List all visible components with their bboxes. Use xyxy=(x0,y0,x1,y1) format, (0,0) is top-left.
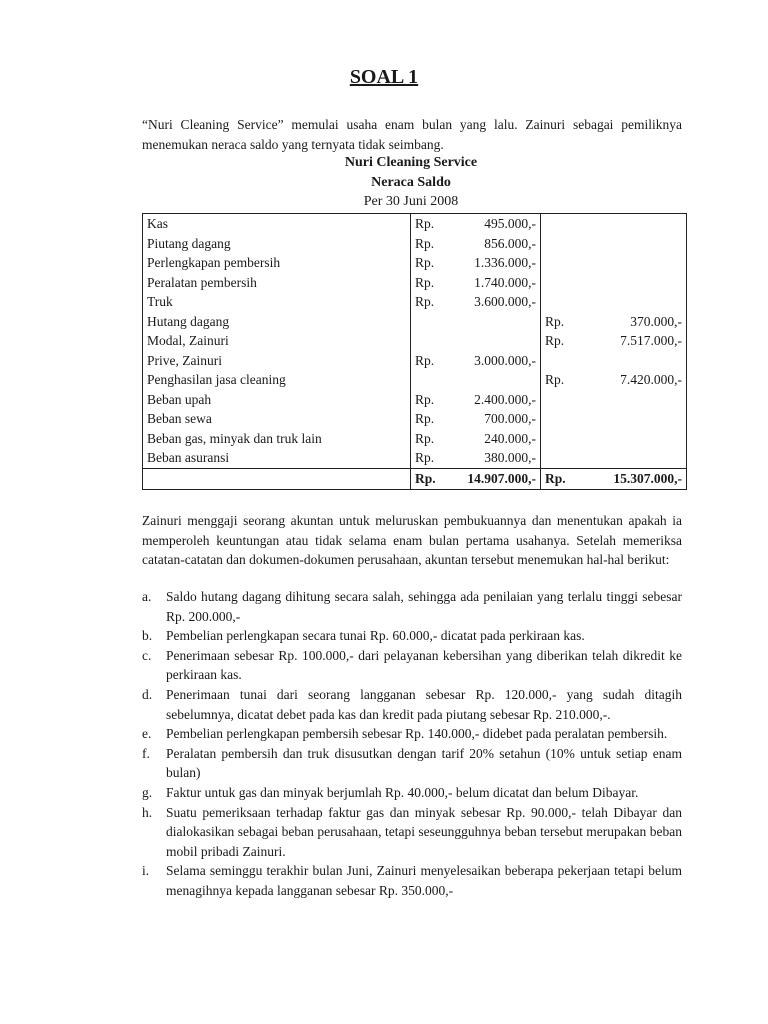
credit-amount-cell xyxy=(581,448,687,468)
debit-amount-cell xyxy=(451,370,541,390)
debit-amount-cell: 240.000,- xyxy=(484,430,536,446)
list-item-label: c. xyxy=(142,647,152,663)
list-item xyxy=(142,646,682,685)
credit-amount-cell xyxy=(581,429,687,449)
total-credit-currency-cell: Rp. xyxy=(541,468,581,489)
debit-amount-cell: 1.740.000,- xyxy=(474,274,536,290)
table-row xyxy=(143,409,687,429)
debit-currency-cell: Rp. xyxy=(411,448,451,468)
credit-amount-cell xyxy=(581,273,687,293)
account-cell: Beban gas, minyak dan truk lain xyxy=(143,429,411,449)
credit-currency-cell: Rp. xyxy=(541,312,581,332)
list-item-label: f. xyxy=(142,745,150,761)
page-title: SOAL 1 xyxy=(349,66,419,88)
table-row xyxy=(143,312,687,332)
credit-amount-cell xyxy=(581,409,687,429)
credit-amount-cell: 370.000,- xyxy=(581,312,687,332)
findings-list xyxy=(142,587,682,901)
credit-currency-cell xyxy=(541,234,581,254)
debit-amount-cell: 856.000,- xyxy=(484,235,536,251)
table-row xyxy=(143,273,687,293)
credit-amount-cell xyxy=(581,253,687,273)
credit-amount-cell xyxy=(581,234,687,254)
table-row xyxy=(143,351,687,371)
debit-amount-cell: 1.336.000,- xyxy=(474,255,536,270)
list-item-label: b. xyxy=(142,628,153,644)
list-item-text: Penerimaan tunai dari seorang langganan sebesar Rp. 120.000,- yang sudah ditagih sebelumnya, dicatat debet pada kas dan kredit pada piutang sebesar Rp. 210.000,-. xyxy=(166,686,682,722)
list-item xyxy=(142,783,682,803)
credit-currency-cell xyxy=(541,429,581,449)
debit-currency-cell: Rp. xyxy=(411,390,451,410)
debit-amount-cell: 3.000.000,- xyxy=(474,352,536,368)
debit-currency-cell xyxy=(411,312,451,332)
account-cell: Beban sewa xyxy=(143,409,411,429)
debit-amount-cell xyxy=(451,312,541,332)
account-cell: Penghasilan jasa cleaning xyxy=(143,370,411,390)
account-cell: Kas xyxy=(143,214,411,234)
debit-amount-cell xyxy=(451,331,541,351)
list-item-text: Peralatan pembersih dan truk disusutkan dengan tarif 20% setahun (10% untuk setiap enam bulan) xyxy=(166,745,682,781)
account-cell: Prive, Zainuri xyxy=(143,351,411,371)
debit-amount-cell: 495.000,- xyxy=(451,214,541,234)
list-item-text: Saldo hutang dagang dihitung secara salah, sehingga ada penilaian yang terlalu tinggi sebesar Rp. 200.000,- xyxy=(166,589,682,624)
list-item-label: h. xyxy=(142,804,153,820)
credit-amount-cell xyxy=(581,390,687,410)
debit-currency-cell: Rp. xyxy=(411,234,451,254)
debit-amount-cell: 3.600.000,- xyxy=(474,294,536,309)
trial-balance-table xyxy=(142,213,687,490)
account-cell: Peralatan pembersih xyxy=(143,273,411,293)
credit-currency-cell xyxy=(541,390,581,410)
debit-currency-cell: Rp. xyxy=(411,292,451,312)
list-item-text: Selama seminggu terakhir bulan Juni, Zainuri menyelesaikan beberapa pekerjaan tetapi belum menagihnya kepada langganan sebesar Rp. 350.000,- xyxy=(166,863,682,898)
debit-currency-cell: Rp. xyxy=(411,351,451,371)
total-debit-amount-cell: 14.907.000,- xyxy=(451,468,541,489)
account-cell: Perlengkapan pembersih xyxy=(143,253,411,273)
list-item-label: i. xyxy=(142,863,150,879)
debit-currency-cell: Rp. xyxy=(411,214,451,234)
debit-currency-cell: Rp. xyxy=(411,429,451,449)
body-paragraph: Zainuri menggaji seorang akuntan untuk meluruskan pembukuannya dan menentukan apakah ia memperoleh keuntungan atau tidak selama enam bulan pertama usahanya. Setelah memeriksa catatan-catatan dan dokumen-dokumen perusahaan, akuntan tersebut menemukan hal-hal berikut: xyxy=(142,513,682,568)
credit-amount-cell: 7.420.000,- xyxy=(581,370,687,390)
credit-amount-cell xyxy=(581,214,687,234)
list-item xyxy=(142,685,682,724)
credit-amount-cell xyxy=(581,351,687,371)
debit-amount-cell: 700.000,- xyxy=(484,411,536,426)
debit-currency-cell: Rp. xyxy=(411,253,451,273)
list-item-label: g. xyxy=(142,784,153,800)
table-row xyxy=(143,253,687,273)
debit-amount-cell: 380.000,- xyxy=(484,450,536,465)
list-item-label: a. xyxy=(142,589,152,604)
list-item-text: Penerimaan sebesar Rp. 100.000,- dari pelayanan kebersihan yang diberikan telah dikredit ke perkiraan kas. xyxy=(166,647,682,683)
account-cell: Piutang dagang xyxy=(143,234,411,254)
report-date: Per 30 Juni 2008 xyxy=(363,194,459,209)
list-item-label: e. xyxy=(142,726,152,742)
credit-currency-cell xyxy=(541,351,581,371)
list-item-text: Pembelian perlengkapan secara tunai Rp. 60.000,- dicatat pada perkiraan kas. xyxy=(166,628,585,644)
debit-currency-cell: Rp. xyxy=(411,409,451,429)
debit-currency-cell xyxy=(411,331,451,351)
table-row xyxy=(143,292,687,312)
credit-currency-cell xyxy=(541,409,581,429)
list-item-text: Faktur untuk gas dan minyak berjumlah Rp. 40.000,- belum dicatat dan belum Dibayar. xyxy=(166,784,639,800)
total-account-cell xyxy=(143,468,411,489)
list-item-text: Suatu pemeriksaan terhadap faktur gas dan minyak sebesar Rp. 90.000,- telah Dibayar dan dialokasikan sebagai beban perusahaan, tetapi seseungguhnya beban tersebut merupakan beban mobil pribadi Zainuri. xyxy=(166,804,682,859)
table-row xyxy=(143,331,687,351)
total-row xyxy=(143,468,687,489)
debit-currency-cell xyxy=(411,370,451,390)
table-row xyxy=(143,429,687,449)
credit-currency-cell xyxy=(541,253,581,273)
total-credit-amount-cell: 15.307.000,- xyxy=(581,468,687,489)
debit-amount-cell: 2.400.000,- xyxy=(474,391,536,407)
account-cell: Beban upah xyxy=(143,390,411,410)
list-item-label: d. xyxy=(142,686,153,702)
account-cell: Hutang dagang xyxy=(143,312,411,332)
list-item-text: Pembelian perlengkapan pembersih sebesar Rp. 140.000,- didebet pada peralatan pembersih. xyxy=(166,726,668,742)
credit-currency-cell xyxy=(541,292,581,312)
account-cell: Truk xyxy=(143,292,411,312)
list-item xyxy=(142,861,682,900)
list-item xyxy=(142,626,682,646)
report-title: Neraca Saldo xyxy=(371,175,451,190)
company-name: Nuri Cleaning Service xyxy=(344,155,478,170)
list-item xyxy=(142,803,682,862)
credit-currency-cell xyxy=(541,273,581,293)
table-row xyxy=(143,214,687,234)
table-row xyxy=(143,390,687,410)
table-row xyxy=(143,370,687,390)
list-item xyxy=(142,724,682,744)
credit-currency-cell xyxy=(541,214,581,234)
credit-amount-cell: 7.517.000,- xyxy=(581,331,687,351)
credit-amount-cell xyxy=(581,292,687,312)
list-item xyxy=(142,587,682,626)
table-row xyxy=(143,448,687,468)
intro-paragraph: “Nuri Cleaning Service” memulai usaha enam bulan yang lalu. Zainuri sebagai pemiliknya menemukan neraca saldo yang ternyata tidak seimbang. xyxy=(142,117,682,152)
account-cell: Beban asuransi xyxy=(143,448,411,468)
credit-currency-cell xyxy=(541,448,581,468)
account-cell: Modal, Zainuri xyxy=(143,331,411,351)
list-item xyxy=(142,744,682,783)
table-row xyxy=(143,234,687,254)
credit-currency-cell: Rp. xyxy=(541,370,581,390)
credit-currency-cell: Rp. xyxy=(541,331,581,351)
total-debit-currency-cell: Rp. xyxy=(411,468,451,489)
debit-currency-cell: Rp. xyxy=(411,273,451,293)
